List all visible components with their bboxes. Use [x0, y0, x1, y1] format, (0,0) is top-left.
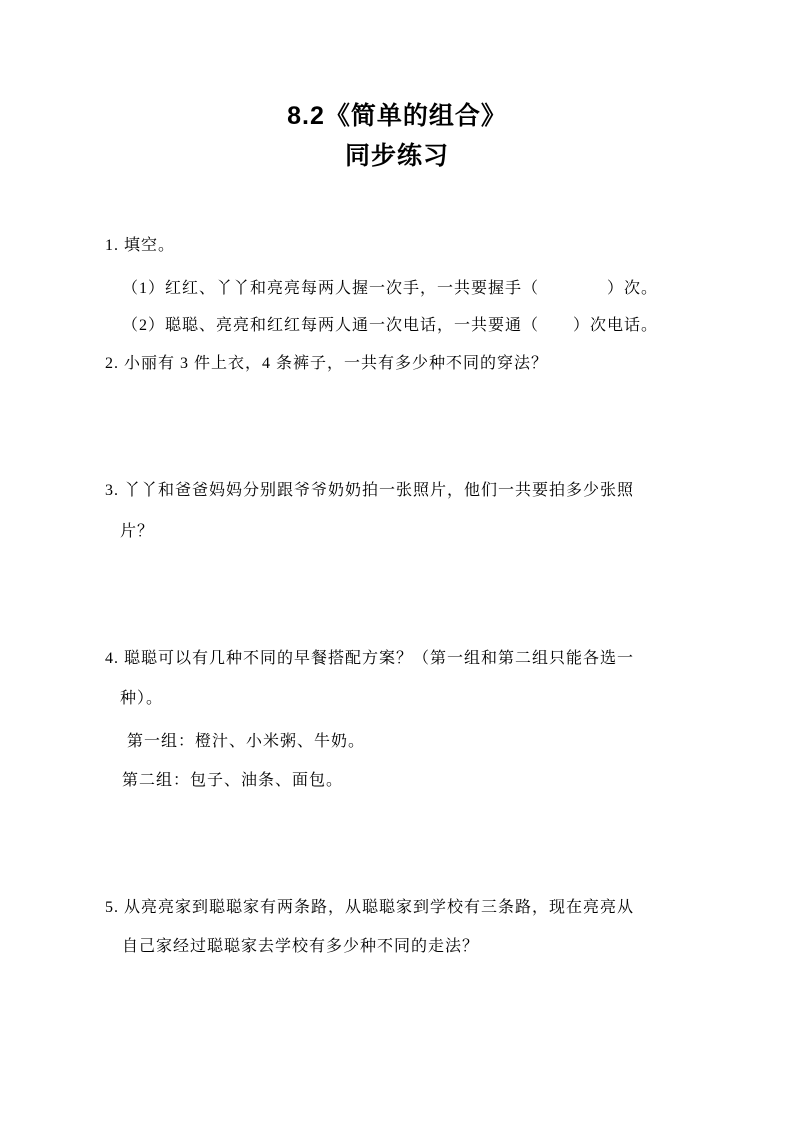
- question-2: 2. 小丽有 3 件上衣，4 条裤子，一共有多少种不同的穿法？: [105, 355, 549, 372]
- question-4-group-1: 第一组：橙汁、小米粥、牛奶。: [127, 733, 366, 750]
- question-5-line-2: 自己家经过聪聪家去学校有多少种不同的走法？: [122, 938, 480, 955]
- question-5-line-1: 5. 从亮亮家到聪聪家有两条路，从聪聪家到学校有三条路，现在亮亮从: [105, 899, 635, 916]
- question-4-group-2: 第二组：包子、油条、面包。: [122, 772, 344, 789]
- question-4-line-2: 种）。: [120, 690, 164, 707]
- document-title: 8.2《简单的组合》: [287, 102, 507, 130]
- document-subtitle: 同步练习: [344, 142, 449, 170]
- question-1-stem: 1. 填空。: [105, 237, 176, 254]
- question-3-line-1: 3. 丫丫和爸爸妈妈分别跟爷爷奶奶拍一张照片，他们一共要拍多少张照: [105, 482, 635, 499]
- question-3-line-2: 片？: [120, 523, 155, 540]
- question-1-subitem-1: （1）红红、丫丫和亮亮每两人握一次手，一共要握手（ ）次。: [122, 280, 659, 297]
- question-1-subitem-2: （2）聪聪、亮亮和红红每两人通一次电话，一共要通（ ）次电话。: [122, 317, 659, 334]
- question-4-line-1: 4. 聪聪可以有几种不同的早餐搭配方案？（第一组和第二组只能各选一: [105, 650, 635, 667]
